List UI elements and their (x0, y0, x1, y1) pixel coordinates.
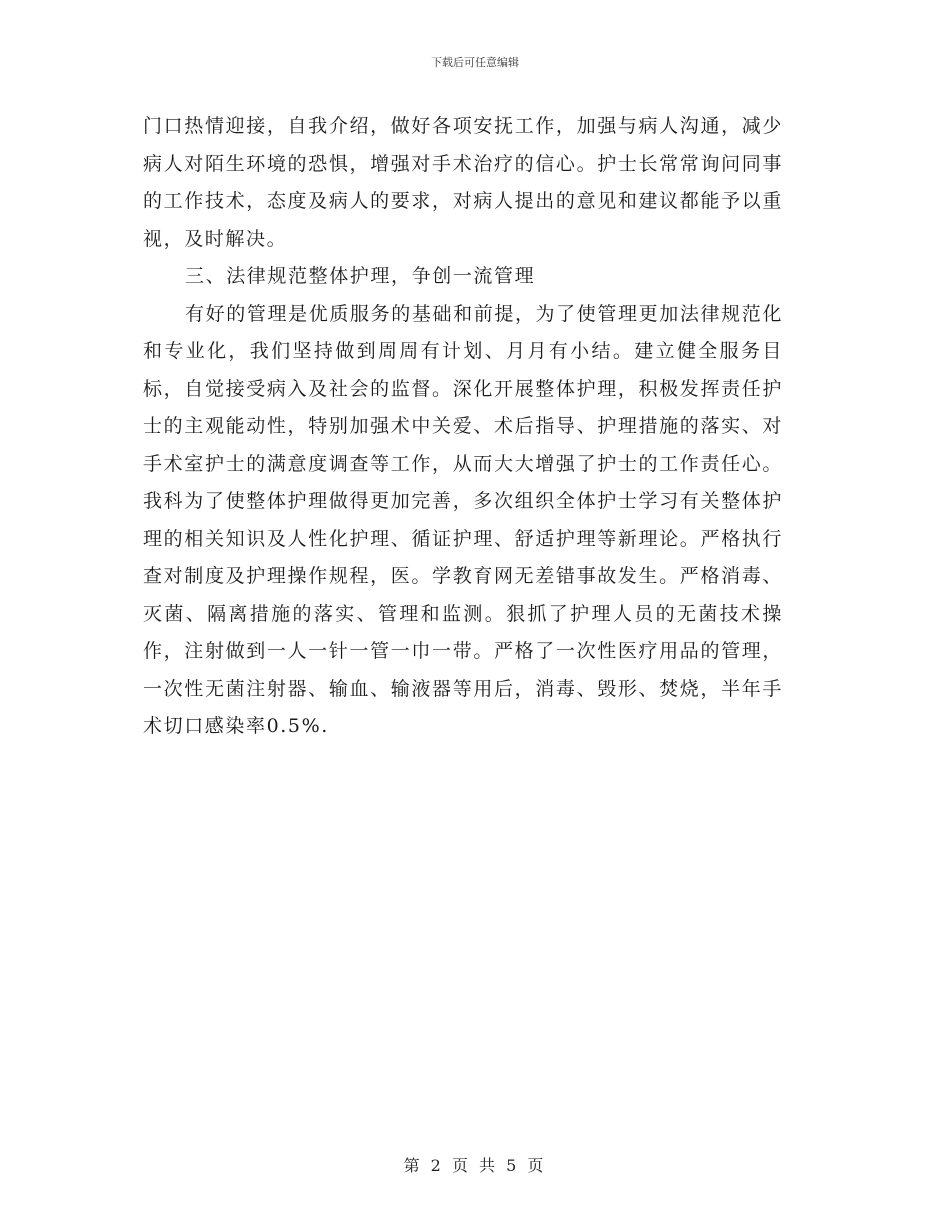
paragraph-management: 有好的管理是优质服务的基础和前提，为了使管理更加法律规范化和专业化，我们坚持做到周周有计划、月月有小结。建立健全服务目标，自觉接受病入及社会的监督。深化开展整体护理，积极发挥责任护士的主观能动性，特别加强术中关爱、术后指导、护理措施的落实、对手术室护士的满意度调查等工作，从而大大增强了护士的工作责任心。我科为了使整体护理做得更加完善，多次组织全体护士学习有关整体护理的相关知识及人性化护理、循证护理、舒适护理等新理论。严格执行查对制度及护理操作规程，医。学教育网无差错事故发生。严格消毒、灭菌、隔离措施的落实、管理和监测。狠抓了护理人员的无菌技术操作，注射做到一人一针一管一巾一带。严格了一次性医疗用品的管理，一次性无菌注射器、输血、输液器等用后，消毒、毁形、焚烧，半年手术切口感染率0.5%. (143, 302, 783, 737)
section-heading: 三、法律规范整体护理，争创一流管理 (185, 265, 536, 287)
paragraph-continuation: 门口热情迎接，自我介绍，做好各项安抚工作，加强与病人沟通，减少病人对陌生环境的恐惧，增强对手术治疗的信心。护士长常常询问同事的工作技术，态度及病人的要求，对病人提出的意见和建议都能予以重视，及时解决。 (143, 115, 783, 250)
page-number-footer: 第 2 页 共 5 页 (403, 1156, 547, 1175)
page-header: 下载后可任意编辑 (431, 56, 519, 69)
document-body (143, 108, 783, 746)
